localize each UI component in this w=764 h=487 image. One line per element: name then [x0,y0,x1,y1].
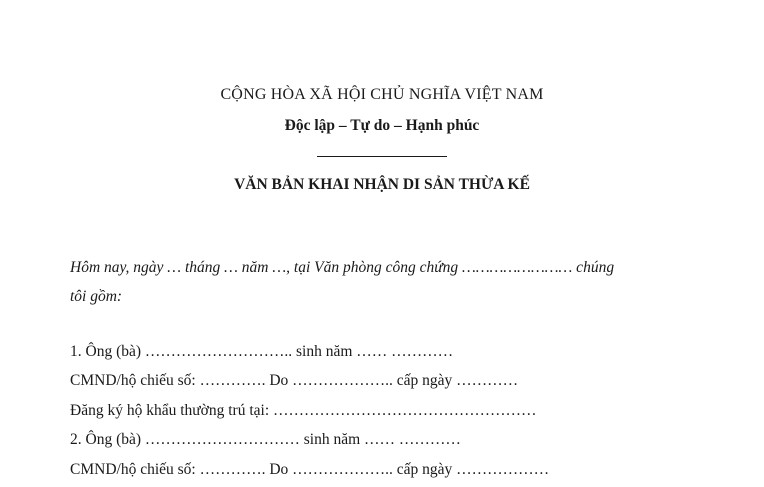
header-divider [317,156,447,157]
party-2-id-line: CMND/hộ chiếu số: …………. Do ……………….. cấp ngày ……………… [70,461,550,478]
party-1-residence-line: Đăng ký hộ khẩu thường trú tại: …………………………………………… [70,402,537,419]
intro-line-2: tôi gồm: [70,288,123,305]
document-title: VĂN BẢN KHAI NHẬN DI SẢN THỪA KẾ [234,176,530,193]
intro-line-1: Hôm nay, ngày … tháng … năm …, tại Văn phòng công chứng …………………… chúng [70,259,615,276]
party-1-name-line: 1. Ông (bà) ……………………….. sinh năm …… ………… [70,343,454,360]
national-motto: Độc lập – Tự do – Hạnh phúc [284,117,480,134]
national-title: CỘNG HÒA XÃ HỘI CHỦ NGHĨA VIỆT NAM [220,86,544,103]
party-2-name-line: 2. Ông (bà) ………………………… sinh năm …… ………… [70,431,461,448]
party-1-id-line: CMND/hộ chiếu số: …………. Do ……………….. cấp ngày ………… [70,372,519,389]
